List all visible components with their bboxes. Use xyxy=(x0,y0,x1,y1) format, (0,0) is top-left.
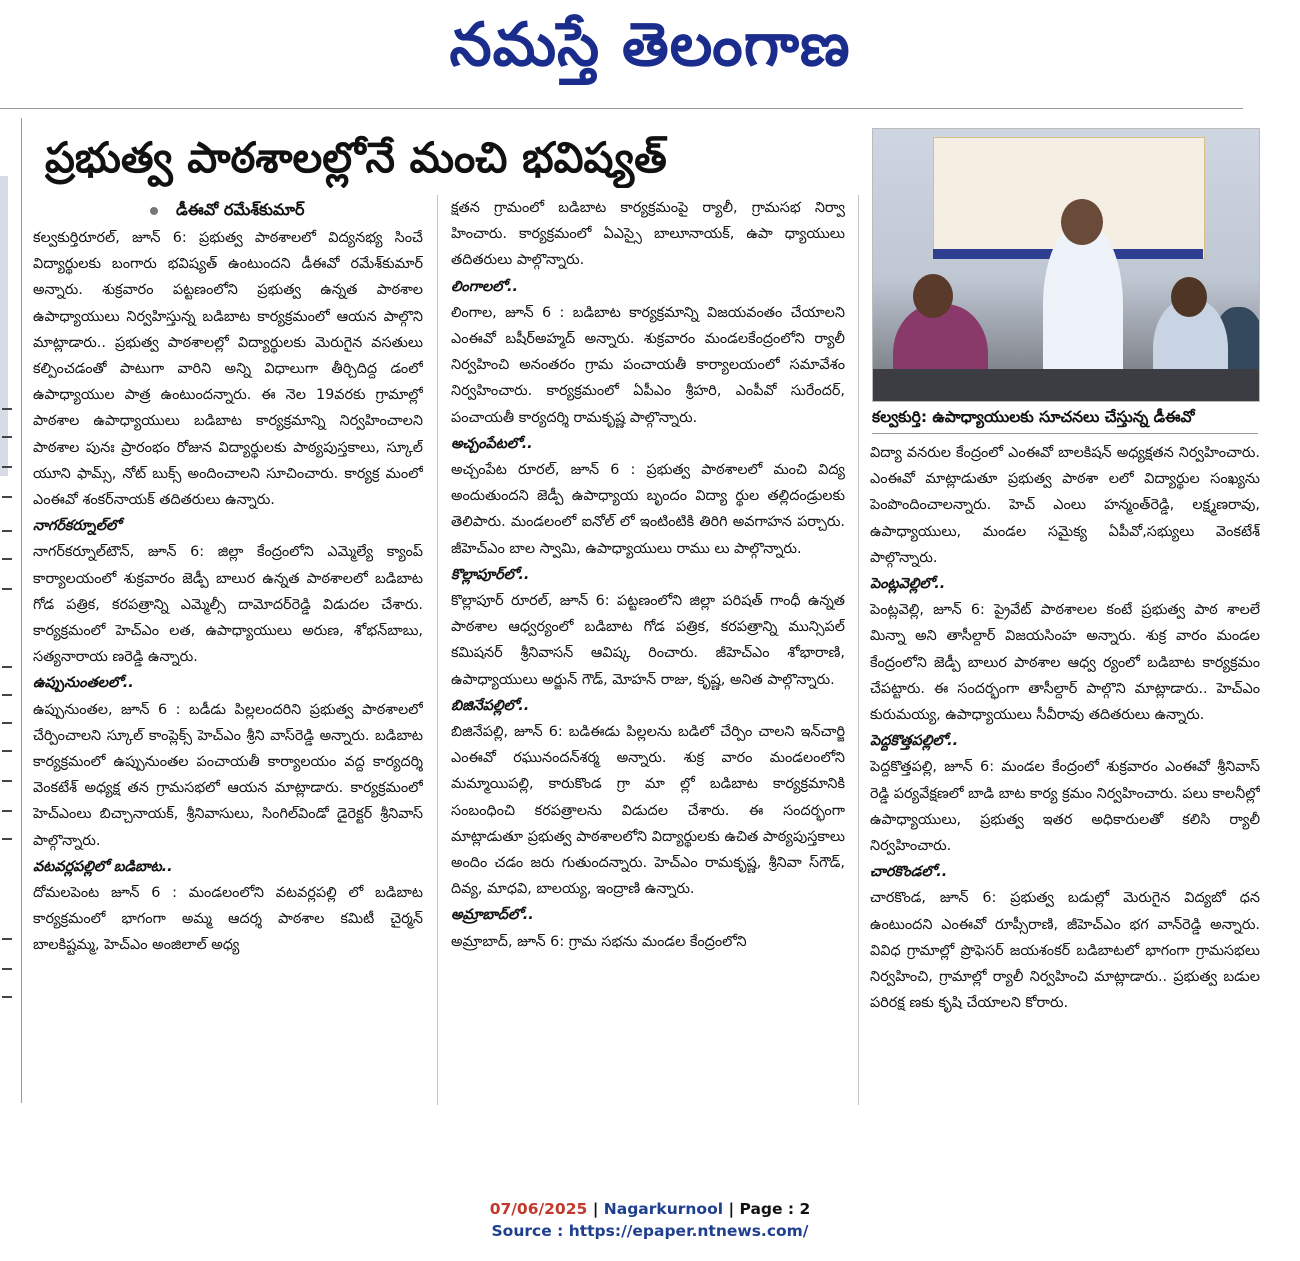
left-divider xyxy=(21,118,22,1103)
strip-text-fragment xyxy=(2,938,12,940)
table xyxy=(873,369,1259,401)
sub-heading: వటవర్లపల్లిలో బడిబాట.. xyxy=(33,858,173,875)
byline-text: డీఈవో రమేశ్‌కుమార్ xyxy=(176,200,305,219)
sub-heading: బిజినేపల్లిలో.. xyxy=(451,697,530,714)
strip-text-fragment xyxy=(2,968,12,970)
seated-woman-head xyxy=(913,274,953,318)
article-paragraph: చారకొండ, జూన్ 6: ప్రభుత్వ బడుల్లో మెరుగైన విద్యబో ధన ఉంటుందని ఎంఈవో రూప్సీరాణి, జీహెచ్‌ఎం భగ వాన్‌రెడ్డి అన్నారు. వివిధ గ్రామాల్లో ప్రొఫెసర్ జయశంకర్ బడిబాటలో భాగంగా గ్రామసభలు నిర్వహించి, గ్రామాల్లో ర్యాలీ నిర్వహించి మాట్లాడారు.. ప్రభుత్వ బడుల పరిరక్ష ణకు కృషి చేయాలని కోరారు. xyxy=(870,890,1260,1012)
article-paragraph: దోమలపెంట జూన్ 6 : మండలంలోని వటవర్లపల్లి లో బడిబాట కార్యక్రమంలో భాగంగా అమ్మ ఆదర్శ పాఠశాల కమిటీ చైర్మన్ బాలకిష్టమ్మ, హెచ్‌ఎం అంజిలాల్ అధ్య xyxy=(33,885,423,954)
article-column-2 xyxy=(451,195,845,1115)
strip-text-fragment xyxy=(2,496,12,498)
byline xyxy=(150,200,304,222)
news-photo xyxy=(872,128,1260,402)
sub-heading: అచ్చంపేటలో.. xyxy=(451,435,533,452)
strip-text-fragment xyxy=(2,436,12,438)
article-paragraph: బిజినేపల్లి, జూన్ 6: బడిఈడు పిల్లలను బడిలో చేర్పిం చాలని ఇన్‌చార్జి ఎంఈవో రఘునందన్‌శర్మ అన్నారు. శుక్ర వారం మండలంలోని మమ్మాయిపల్లి, కారుకొండ గ్రా మా ల్లో బడిబాట కార్యక్రమానికి సంబంధించి కరపత్రాలను విడుదల చేశారు. ఈ సందర్భంగా మాట్లాడుతూ ప్రభుత్వ పాఠశాలలోని విద్యార్థులకు ఉచిత పాఠ్యపుస్తకాలు అందిం చడం జరు గుతుందన్నారు. హెచ్‌ఎం రామకృష్ణ, శ్రీనివా స్‌గౌడ్, దివ్య, మాధవి, బాలయ్య, ఇంద్రాణి ఉన్నారు. xyxy=(451,724,845,898)
sub-heading: లింగాలలో.. xyxy=(451,278,518,295)
strip-text-fragment xyxy=(2,750,12,752)
article-column-3 xyxy=(870,440,1260,1120)
strip-text-fragment xyxy=(2,408,12,410)
footer-edition: Nagarkurnool xyxy=(603,1200,724,1218)
sub-heading: కొల్లాపూర్‌లో.. xyxy=(451,566,530,583)
strip-text-fragment xyxy=(2,838,12,840)
sub-heading: నాగర్‌కర్నూల్‌లో xyxy=(33,518,121,535)
strip-text-fragment xyxy=(2,466,12,468)
strip-text-fragment xyxy=(2,694,12,696)
masthead: నమస్తే తెలంగాణ xyxy=(449,10,851,80)
sub-heading: ఉప్పునుంతలలో.. xyxy=(33,675,134,692)
article-paragraph: ఉప్పునుంతల, జూన్ 6 : బడీడు పిల్లలందరిని ప్రభుత్వ పాఠశాలలో చేర్పించాలని స్కూల్ కాంప్లెక్స్ హెచ్‌ఎం శ్రీని వాస్‌రెడ్డి అన్నారు. బడిబాట కార్యక్రమంలో ఉప్పునుంతల పంచాయతీ కార్యాలయం వద్ద కార్యదర్శి వెంకటేశ్ అధ్యక్ష తన గ్రామసభలో ఆయన మాట్లాడారు. కార్యక్రమంలో హెచ్‌ఎంలు బిచ్చానాయక్, శ్రీనివాసులు, సింగిల్‌విండో డైరెక్టర్ శ్రీనివాస్ పాల్గొన్నారు. xyxy=(33,701,423,849)
footer xyxy=(0,1198,1300,1242)
footer-date: 07/06/2025 xyxy=(489,1200,588,1218)
article-paragraph: పెంట్లవెల్లి, జూన్ 6: ప్రైవేట్ పాఠశాలల కంటే ప్రభుత్వ పాఠ శాలలే మిన్నా అని తాసీల్దార్ విజయసింహ అన్నారు. శుక్ర వారం మండల కేంద్రంలోని జెడ్పీ బాలుర పాఠశాల ఆధ్వ ర్యంలో బడిబాట కార్యక్రమం చేపట్టారు. ఈ సందర్భంగా తాసీల్దార్ పాల్గొని మాట్లాడారు.. హెచ్‌ఎం కురుమయ్య, ఉపాధ్యాయులు సీవీరావు తదితరులు ఉన్నారు. xyxy=(870,602,1260,724)
article-paragraph: కల్వకుర్తిరూరల్, జూన్ 6: ప్రభుత్వ పాఠశాలలో విద్యనభ్య సించే విద్యార్థులకు బంగారు భవిష్యత్ ఉంటుందని డీఈవో రమేశ్‌కుమార్ అన్నారు. శుక్రవారం పట్టణంలోని ప్రభుత్వ ఉన్నత పాఠశాల ఉపాధ్యాయులు నిర్వహిస్తున్న బడిబాట కార్యక్రమంలో ఆయన పాల్గొని మాట్లాడారు.. ప్రభుత్వ పాఠశాలల్లో విద్యార్థులకు మెరుగైన వసతులు కల్పించడంతో పాటుగా వారిని అన్ని విధాలుగా తీర్చిదిద్ద డంలో ఉపాధ్యాయుల పాత్ర ఉంటుందన్నారు. ఈ నెల 19వరకు గ్రామాల్లో పాఠశాల ఉపాధ్యాయులు బడిబాట కార్యక్రమాన్ని నిర్వహించాలని పాఠశాల పునః ప్రారంభం రోజున విద్యార్థులకు పాఠ్యపుస్తకాలు, స్కూల్ యూని ఫామ్స్, నోట్ బుక్స్ అందించాలని సూచించారు. కార్యక్ర మంలో ఎంఈవో శంకర్‌నాయక్ తదితరులు ఉన్నారు. xyxy=(33,230,423,509)
strip-text-fragment xyxy=(2,588,12,590)
strip-text-fragment xyxy=(2,666,12,668)
article-paragraph: నాగర్‌కర్నూల్‌టౌన్, జూన్ 6: జిల్లా కేంద్రంలోని ఎమ్మెల్యే క్యాంప్ కార్యాలయంలో శుక్రవారం జెడ్పీ బాలుర ఉన్నత పాఠశాలలో బడిబాట గోడ పత్రిక, కరపత్రాన్ని ఎమ్మెల్సీ దామోదర్‌రెడ్డి విడుదల చేశారు. కార్యక్రమంలో హెచ్‌ఎం లత, ఉపాధ్యాయులు అరుణ, శోభన్‌బాబు, సత్యనారాయ ణరెడ్డి ఉన్నారు. xyxy=(33,544,423,666)
strip-text-fragment xyxy=(2,530,12,532)
column-divider xyxy=(858,195,859,1105)
sub-heading: పెద్దకొత్తపల్లిలో.. xyxy=(870,733,959,750)
bullet-icon xyxy=(150,207,158,215)
strip-text-fragment xyxy=(2,996,12,998)
seated-man-head xyxy=(1171,277,1207,317)
sub-heading: పెంట్లవెల్లిలో.. xyxy=(870,576,946,593)
article-paragraph: విద్యా వనరుల కేంద్రంలో ఎంఈవో బాలకిషన్ అధ్యక్షతన నిర్వహించారు. ఎంఈవో మాట్లాడుతూ ప్రభుత్వ పాఠశా లలో విద్యార్థుల సంఖ్యను పెంపొందించాలన్నారు. హెచ్ ఎంలు హన్మంత్‌రెడ్డి, లక్ష్మణరావు, ఉపాధ్యాయులు, మండల సమైక్య ఏపీవో,సభ్యులు వెంకటేశ్ పాల్గొన్నారు. xyxy=(870,445,1260,566)
top-divider xyxy=(0,108,1243,109)
strip-text-fragment xyxy=(2,810,12,812)
article-paragraph: లింగాల, జూన్ 6 : బడిబాట కార్యక్రమాన్ని విజయవంతం చేయాలని ఎంఈవో బషీర్‌అహ్మద్ అన్నారు. శుక్రవారం మండలకేంద్రంలోని ర్యాలీ నిర్వహించి అనంతరం గ్రామ పంచాయతీ కార్యాలయంలో సమావేశం నిర్వహించారు. కార్యక్రమంలో ఏపీఎం శ్రీహరి, ఎంపీవో సురేందర్, పంచాయతీ కార్యదర్శి రామకృష్ణ పాల్గొన్నారు. xyxy=(451,304,845,426)
strip-text-fragment xyxy=(2,558,12,560)
footer-source[interactable]: Source : https://epaper.ntnews.com/ xyxy=(491,1222,809,1240)
photo-caption: కల్వకుర్తి: ఉపాధ్యాయులకు సూచనలు చేస్తున్న డీఈవో xyxy=(872,408,1195,426)
sub-heading: చారకొండలో.. xyxy=(870,864,948,881)
previous-article-strip xyxy=(0,118,20,1103)
footer-page: Page : 2 xyxy=(739,1200,811,1218)
article-paragraph: కొల్లాపూర్ రూరల్, జూన్ 6: పట్టణంలోని జిల్లా పరిషత్ గాంధీ ఉన్నత పాఠశాల ఆధ్వర్యంలో బడిబాట గోడ పత్రిక, కరపత్రాన్ని మున్సిపల్ కమిషనర్ శ్రీనివాసన్ ఆవిష్క రించారు. జీహెచ్‌ఎం శోభారాణి, ఉపాధ్యాయులు అర్జున్ గౌడ్, మోహన్ రాజు, కృష్ణ, అనిత పాల్గొన్నారు. xyxy=(451,593,845,688)
article-paragraph: పెద్దకొత్తపల్లి, జూన్ 6: మండల కేంద్రంలో శుక్రవారం ఎంఈవో శ్రీనివాస్ రెడ్డి పర్యవేక్షణలో బాడి బాట కార్య క్రమం నిర్వహించారు. పలు కాలనీల్లో ఉపాధ్యాయులు, ప్రభుత్వ ఇతర అధికారులతో కలిసి ర్యాలీ నిర్వహించారు. xyxy=(870,759,1260,855)
article-paragraph: క్షతన గ్రామంలో బడిబాట కార్యక్రమంపై ర్యాలీ, గ్రామసభ నిర్వా హించారు. కార్యక్రమంలో ఏఎస్సై బాలూనాయక్, ఉపా ధ్యాయులు తదితరులు పాల్గొన్నారు. xyxy=(451,200,845,269)
strip-text-fragment xyxy=(2,722,12,724)
strip-photo xyxy=(0,176,8,476)
sub-heading: అమ్రాబాద్‌లో.. xyxy=(451,907,534,924)
article-column-1 xyxy=(33,225,423,1115)
speaker-head xyxy=(1061,199,1103,245)
article-paragraph: అచ్చంపేట రూరల్, జూన్ 6 : ప్రభుత్వ పాఠశాలలో మంచి విద్య అందుతుందని జెడ్పీ ఉపాధ్యాయ బృందం విద్యా ర్థుల తల్లిదండ్రులకు తెలిపారు. మండలంలో ఐనోల్ లో ఇంటింటికి తిరిగి అవగాహన పర్చారు. జీహెచ్‌ఎం బాల స్వామి, ఉపాధ్యాయులు రాము లు పాల్గొన్నారు. xyxy=(451,462,845,557)
footer-line-1: 07/06/2025 | Nagarkurnool | Page : 2 xyxy=(489,1200,811,1218)
article-paragraph: అమ్రాబాద్, జూన్ 6: గ్రామ సభను మండల కేంద్రంలోని xyxy=(451,933,747,950)
strip-text-fragment xyxy=(2,780,12,782)
caption-divider xyxy=(872,433,1258,434)
column-divider xyxy=(437,195,438,1105)
headline: ప్రభుత్వ పాఠశాలల్లోనే మంచి భవిష్యత్ xyxy=(45,133,667,182)
